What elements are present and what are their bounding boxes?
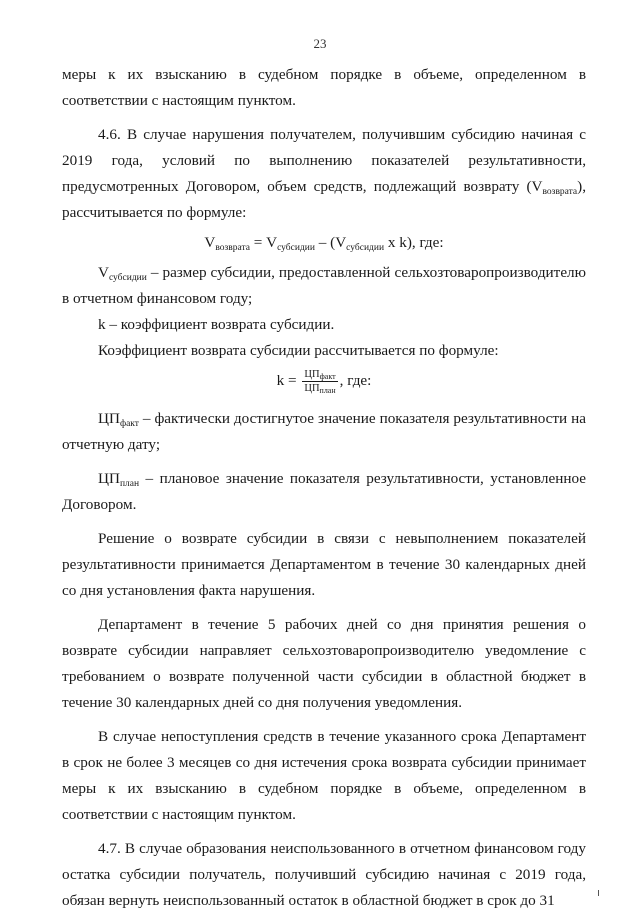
paragraph-notification: Департамент в течение 5 рабочих дней со дня принятия решения о возврате субсидии направляет сельхозтоваропроизводителю уведомление с требованием о возврате полученной части субсидии в областной бюджет в течение 30 календарных дней со дня получения уведомления. — [62, 616, 586, 711]
formula-return-volume: $V_{возврата} = V_{субсидии} - (V_{субсидии}$ x k), где: — [204, 234, 444, 253]
definition-cp-fact: $ЦП_{факт}$ – фактически достигнутое значение показателя результативности на отчетную дату; — [62, 410, 586, 453]
definition-cp-plan: $ЦП_{план}$ – плановое значение показателя результативности, установленное Договором. — [62, 470, 586, 513]
paragraph-recovery: В случае непоступления средств в течение указанного срока Департамент в срок не более 3 месяцев со дня истечения срока возврата субсидии принимает меры к их взысканию в судебном порядке в объеме, определенном в соответствии с настоящим пунктом. — [62, 728, 586, 823]
formula-coefficient: k = $\frac{ЦП_{факт}}{ЦП_{план}}$ , где: — [276, 369, 372, 396]
document-body — [62, 62, 586, 914]
fraction: $\frac{ЦП_{факт}}{ЦП_{план}}$ — [304, 369, 336, 396]
scan-mark — [598, 890, 599, 896]
paragraph-4-7: 4.7. В случае образования неиспользованного в отчетном финансовом году остатка субсидии получатель, получивший субсидию начиная с 2019 года, обязан вернуть неиспользованный остаток в областной бюджет в срок до 31 — [62, 840, 586, 909]
paragraph-continuation: меры к их взысканию в судебном порядке в объеме, определенном в соответствии с настоящим пунктом. — [62, 66, 586, 109]
definition-k: k – коэффициент возврата субсидии. — [98, 316, 335, 333]
paragraph-coefficient: Коэффициент возврата субсидии рассчитывается по формуле: — [98, 342, 499, 359]
paragraph-4-6: 4.6. В случае нарушения получателем, получившим субсидию начиная с 2019 года, условий по выполнению показателей результативности, предусмотренных Договором, объем средств, подлежащий возврату $(V_{возврата})$, рассчитывается по формуле: — [62, 126, 586, 221]
definition-v-subsidy: $V_{субсидии}$ – размер субсидии, предоставленной сельхозтоваропроизводителю в отчетном финансовом году; — [62, 264, 586, 307]
page-number: 23 — [313, 36, 327, 51]
paragraph-decision: Решение о возврате субсидии в связи с невыполнением показателей результативности принимается Департаментом в течение 30 календарных дней со дня установления факта нарушения. — [62, 530, 586, 599]
